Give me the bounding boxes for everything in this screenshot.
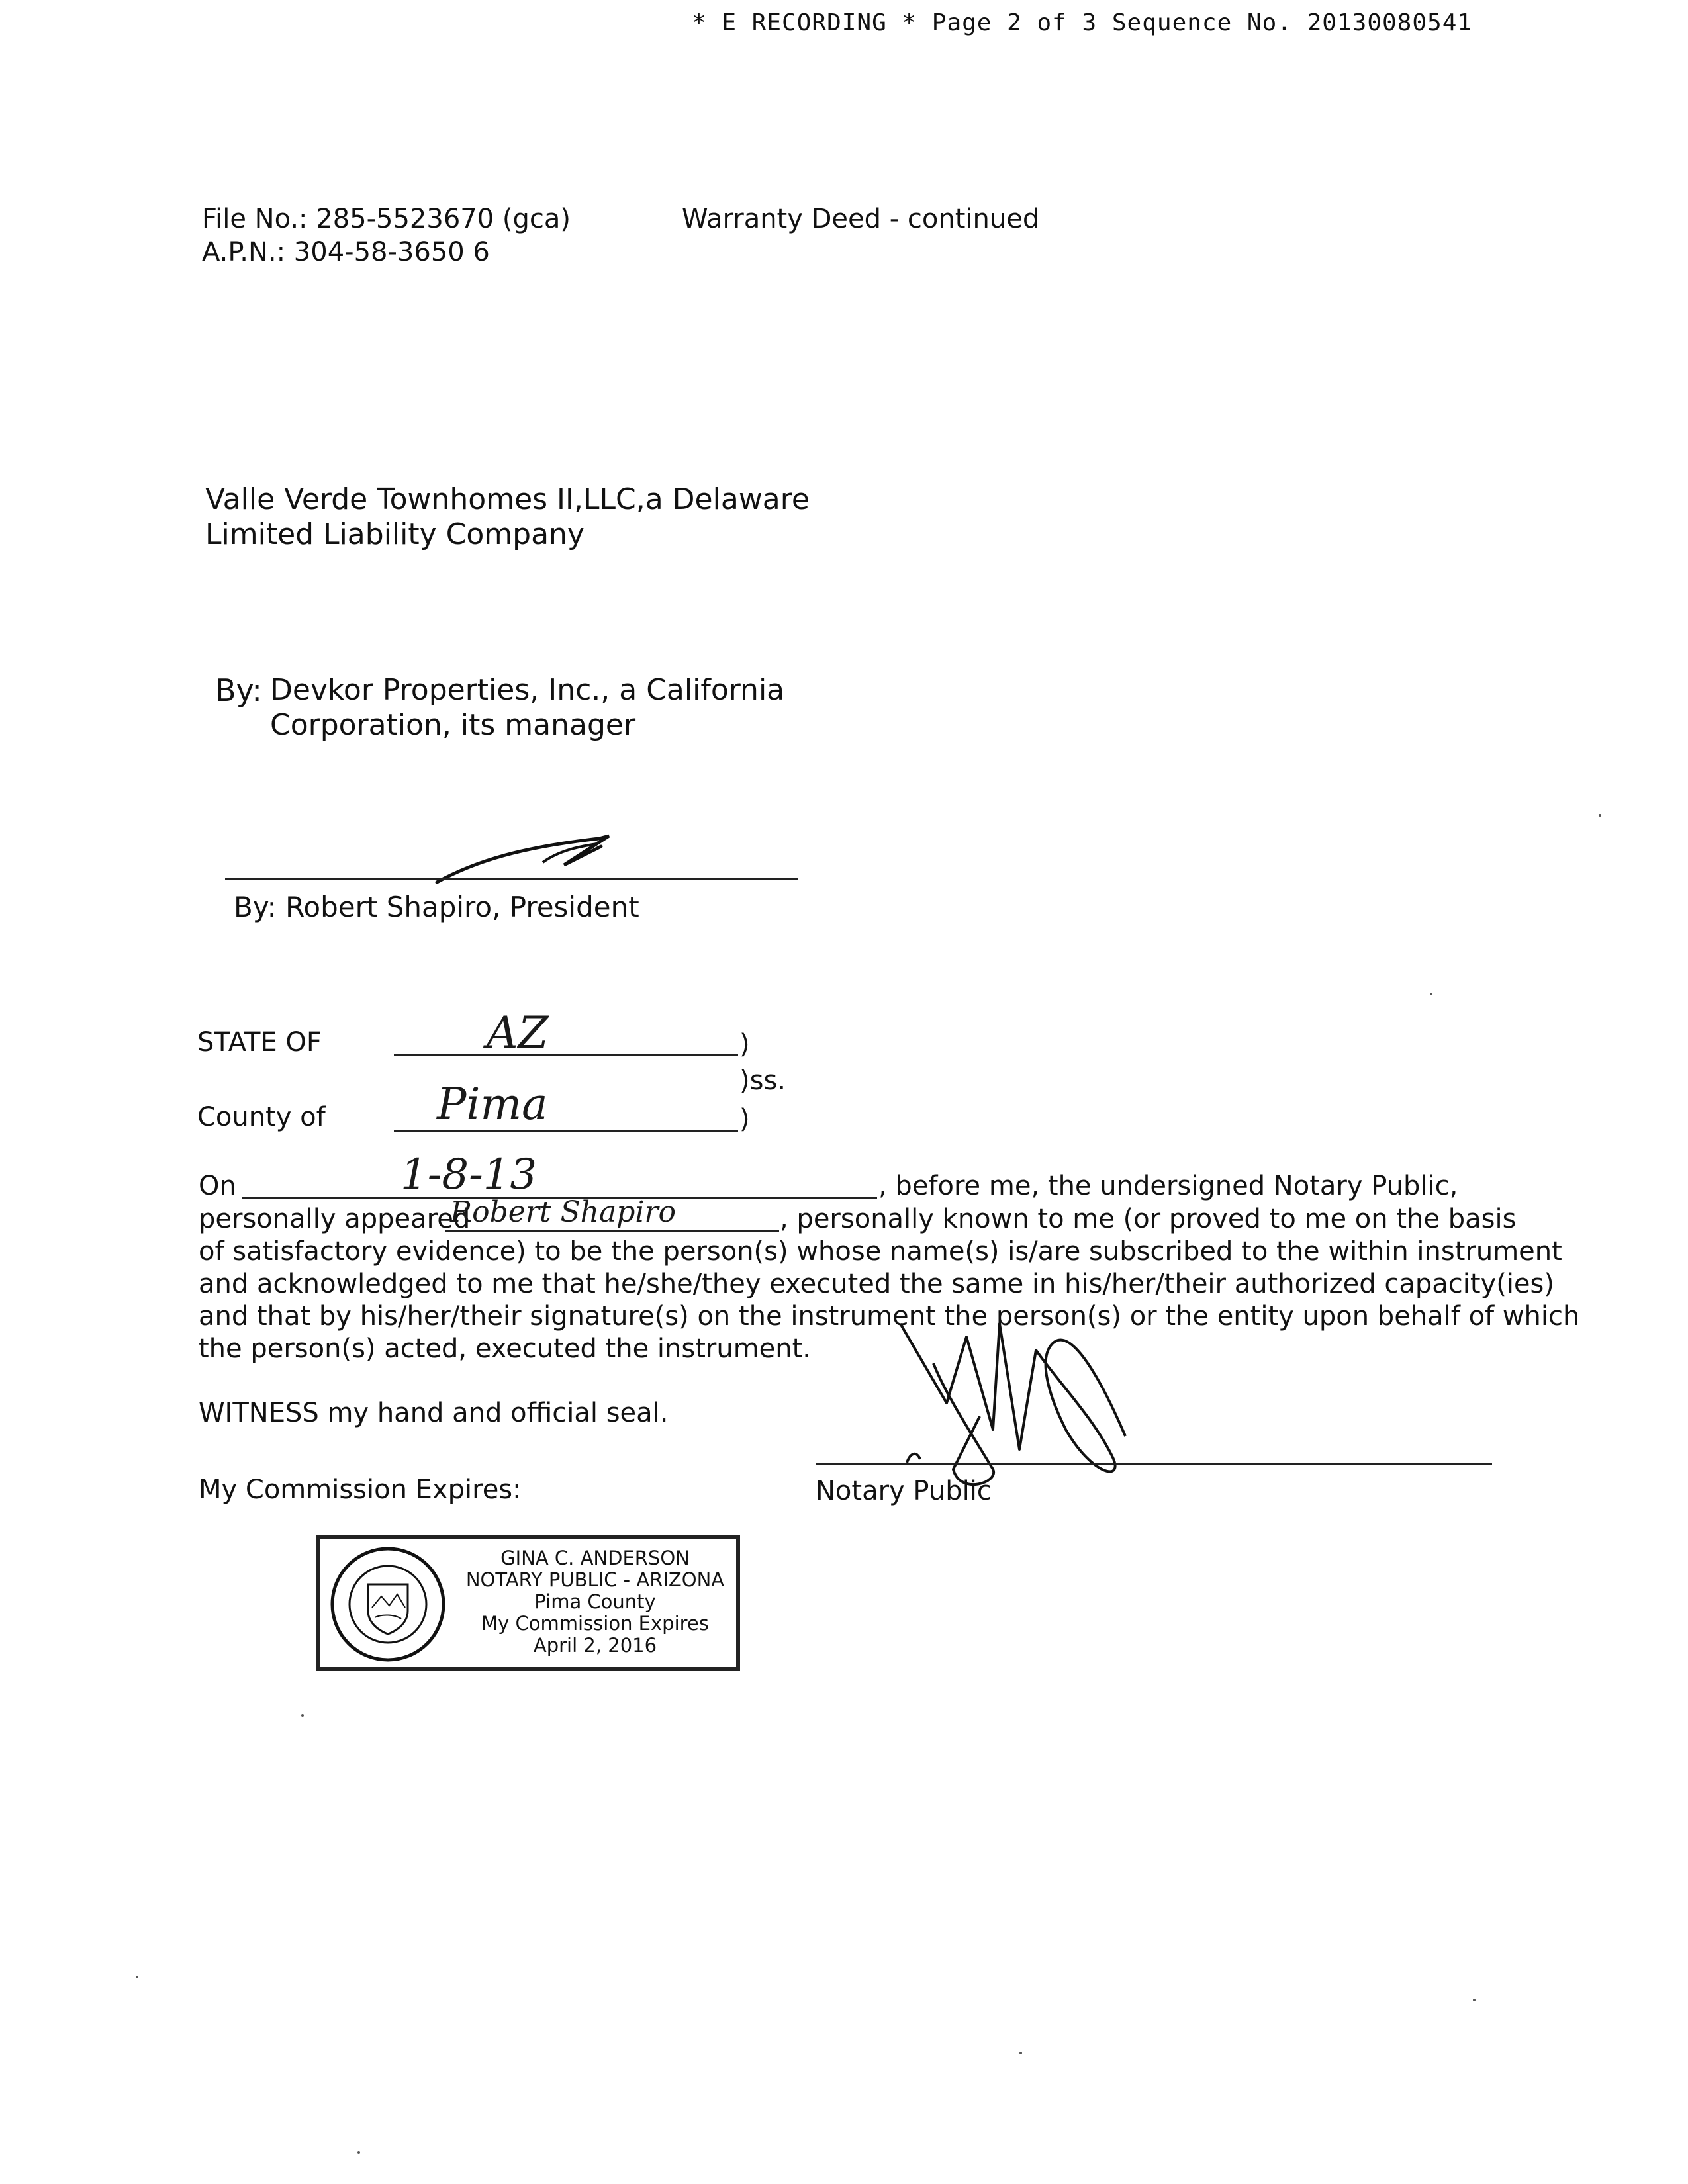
file-number: File No.: 285-5523670 (gca) (202, 204, 571, 234)
acknowledgment-line-6: the person(s) acted, executed the instrument. (199, 1334, 812, 1364)
notary-public-label: Notary Public (816, 1476, 992, 1506)
state-paren: ) (739, 1029, 750, 1060)
before-me-text: , before me, the undersigned Notary Public, (878, 1171, 1458, 1201)
recording-header: * E RECORDING * Page 2 of 3 Sequence No. 20130080541 (692, 9, 1473, 36)
county-value: Pima (437, 1079, 548, 1130)
by-label: By: (215, 672, 262, 708)
scan-speck (136, 1976, 138, 1978)
scan-speck (1599, 814, 1601, 817)
acknowledgment-line-4: and acknowledged to me that he/she/they executed the same in his/her/their authorized capacity(ies) (199, 1269, 1554, 1299)
scan-speck (357, 2151, 360, 2154)
commission-label: My Commission Expires: (199, 1475, 522, 1505)
apn: A.P.N.: 304-58-3650 6 (202, 237, 490, 267)
acknowledgment-date: 1-8-13 (400, 1150, 538, 1199)
state-underline (394, 1054, 738, 1056)
notary-signature-graphic (894, 1297, 1198, 1502)
stamp-county: Pima County (534, 1590, 656, 1613)
state-label: STATE OF (197, 1027, 322, 1058)
county-paren: ) (739, 1104, 750, 1134)
acknowledgment-line-3: of satisfactory evidence) to be the person(s) whose name(s) is/are subscribed to the within instrument (199, 1236, 1562, 1267)
scan-speck (1019, 2052, 1022, 2054)
ss-mark: )ss. (739, 1066, 786, 1096)
manager-line-2: Corporation, its manager (270, 708, 636, 742)
signature-line (225, 878, 798, 880)
notary-stamp (316, 1535, 740, 1671)
state-seal-icon (328, 1545, 447, 1664)
county-underline (394, 1130, 738, 1132)
appeared-name: Robert Shapiro (450, 1195, 676, 1229)
county-label: County of (197, 1102, 326, 1132)
acknowledgment-line-5: and that by his/her/their signature(s) on the instrument the person(s) or the entity upon behalf of which (199, 1301, 1580, 1332)
grantor-line-1: Valle Verde Townhomes II,LLC,a Delaware (205, 482, 810, 516)
stamp-name: GINA C. ANDERSON (500, 1547, 690, 1569)
notary-signature-line (816, 1463, 1492, 1465)
signer-name: By: Robert Shapiro, President (234, 891, 639, 923)
scan-speck (1473, 1999, 1476, 2001)
witness-text: WITNESS my hand and official seal. (199, 1398, 669, 1428)
scan-speck (1430, 993, 1432, 995)
document-title: Warranty Deed - continued (682, 204, 1040, 234)
on-label: On (199, 1171, 236, 1201)
scan-speck (301, 1714, 304, 1717)
name-underline (445, 1230, 779, 1232)
manager-line-1: Devkor Properties, Inc., a California (270, 673, 785, 707)
appeared-suffix: , personally known to me (or proved to me on the basis (780, 1204, 1517, 1234)
state-value: AZ (487, 1007, 549, 1058)
stamp-expires-label: My Commission Expires (481, 1612, 709, 1635)
stamp-title: NOTARY PUBLIC - ARIZONA (465, 1569, 725, 1591)
stamp-expires-date: April 2, 2016 (533, 1634, 657, 1657)
appeared-prefix: personally appeared (199, 1204, 471, 1234)
grantor-line-2: Limited Liability Company (205, 518, 585, 551)
